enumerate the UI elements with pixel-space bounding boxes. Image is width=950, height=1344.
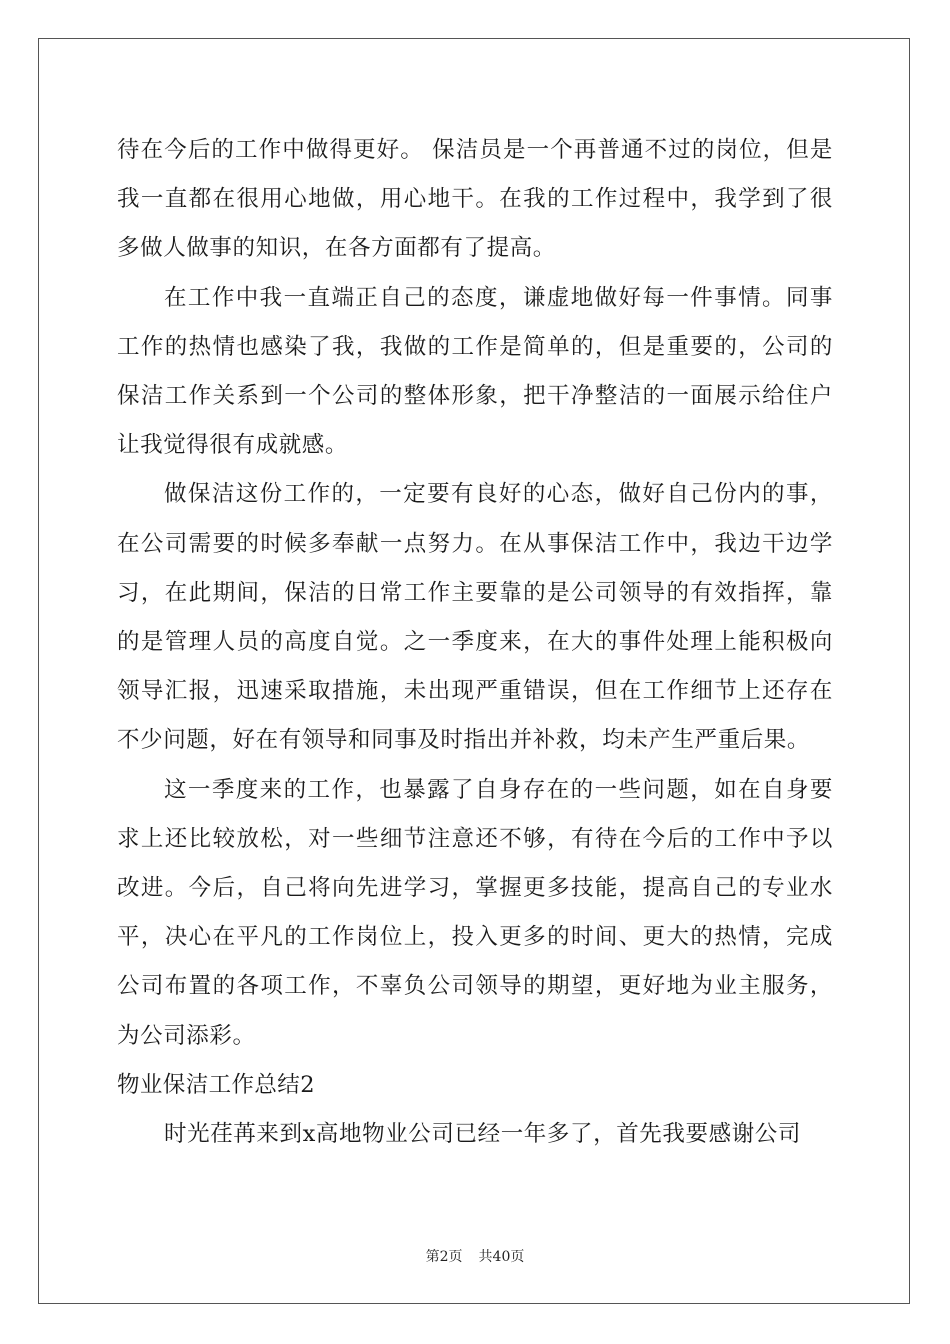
section-paragraph: 时光荏苒来到x高地物业公司已经一年多了，首先我要感谢公司 (164, 1121, 801, 1148)
paragraph-3: 做保洁这份工作的，一定要有良好的心态，做好自己份内的事，在公司需要的时候多奉献一点努力。在从事保洁工作中，我边干边学习，在此期间，保洁的日常工作主要靠的是公司领导的有效指挥，靠的是管理人员的高度自觉。之一季度来，在大的事件处理上能积极向领导汇报，迅速采取措施，未出现严重错误，但在工作细节上还存在不少问题，好在有领导和同事及时指出并补救，均未产生严重后果。 (117, 481, 833, 754)
page-total: 共40页 (478, 1249, 525, 1265)
page-number: 第2页 (425, 1249, 463, 1265)
paragraph-4: 这一季度来的工作，也暴露了自身存在的一些问题，如在自身要求上还比较放松，对一些细节注意还不够，有待在今后的工作中予以改进。今后，自己将向先进学习，掌握更多技能，提高自己的专业水平，决心在平凡的工作岗位上，投入更多的时间、更大的热情，完成公司布置的各项工作，不辜负公司领导的期望，更好地为业主服务，为公司添彩。 (117, 776, 833, 1049)
document-body (117, 126, 833, 1159)
page-footer (0, 1246, 950, 1266)
paragraph-1: 待在今后的工作中做得更好。 保洁员是一个再普通不过的岗位，但是我一直都在很用心地做，用心地干。在我的工作过程中，我学到了很多做人做事的知识，在各方面都有了提高。 (117, 137, 833, 262)
section-heading: 物业保洁工作总结2 (117, 1071, 315, 1098)
paragraph-2: 在工作中我一直端正自己的态度，谦虚地做好每一件事情。同事工作的热情也感染了我，我做的工作是简单的，但是重要的，公司的保洁工作关系到一个公司的整体形象，把干净整洁的一面展示给住户让我觉得很有成就感。 (117, 284, 833, 459)
